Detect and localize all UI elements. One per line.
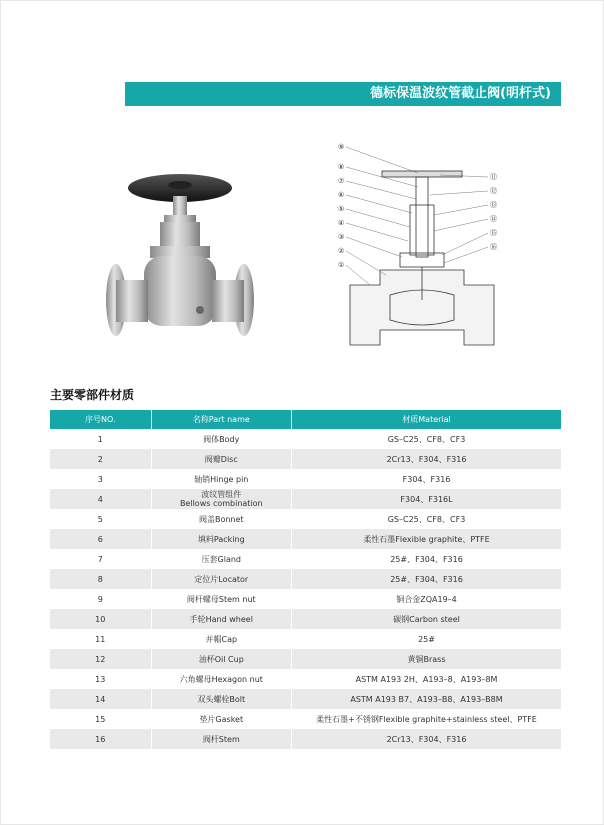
table-row xyxy=(50,529,561,549)
sectional-diagram xyxy=(330,135,510,365)
cell-material: 2Cr13、F304、F316 xyxy=(292,449,561,469)
callout-15: ⑮ xyxy=(490,229,497,237)
callout-4: ④ xyxy=(338,219,345,227)
valve-body xyxy=(144,256,216,326)
callout-9: ⑨ xyxy=(338,143,345,151)
callout-1: ① xyxy=(338,261,345,269)
callout-14: ⑭ xyxy=(490,215,497,223)
col-header-name: 名称Part name xyxy=(151,410,292,429)
cell-no: 6 xyxy=(50,529,151,549)
table-row xyxy=(50,489,561,509)
cell-no: 3 xyxy=(50,469,151,489)
cell-name: 手轮Hand wheel xyxy=(151,609,292,629)
cell-no: 2 xyxy=(50,449,151,469)
page-title: 德标保温波纹管截止阀(明杆式) xyxy=(370,86,551,101)
table-row xyxy=(50,549,561,569)
callout-11: ⑪ xyxy=(490,173,497,181)
table-row xyxy=(50,569,561,589)
callout-16: ⑯ xyxy=(490,243,497,251)
callout-5: ⑤ xyxy=(338,205,345,213)
cell-no: 9 xyxy=(50,589,151,609)
cell-name xyxy=(151,489,292,509)
table-row xyxy=(50,629,561,649)
cell-no: 15 xyxy=(50,709,151,729)
table-row xyxy=(50,709,561,729)
cell-name: 阀盖Bonnet xyxy=(151,509,292,529)
cell-material: ASTM A193 B7、A193–B8、A193–B8M xyxy=(292,689,561,709)
col-header-material: 材质Material xyxy=(292,410,561,429)
cell-no: 8 xyxy=(50,569,151,589)
cell-material: 铜合金ZQA19–4 xyxy=(292,589,561,609)
cell-name: 并帽Cap xyxy=(151,629,292,649)
cell-no: 10 xyxy=(50,609,151,629)
table-row xyxy=(50,509,561,529)
cell-material: 2Cr13、F304、F316 xyxy=(292,729,561,749)
table-row xyxy=(50,649,561,669)
cell-material: 黄铜Brass xyxy=(292,649,561,669)
cell-name: 定位片Locator xyxy=(151,569,292,589)
cell-material: 柔性石墨+不锈钢Flexible graphite+stainless steel、PTFE xyxy=(292,709,561,729)
cell-name: 阀体Body xyxy=(151,429,292,449)
cell-name: 阀杆Stem xyxy=(151,729,292,749)
cell-material: 25# xyxy=(292,629,561,649)
cell-material: 25#、F304、F316 xyxy=(292,549,561,569)
cell-material: GS–C25、CF8、CF3 xyxy=(292,509,561,529)
cell-material: 碳钢Carbon steel xyxy=(292,609,561,629)
table-row xyxy=(50,589,561,609)
section-title: 主要零部件材质 xyxy=(50,388,135,402)
cell-name: 阀瓣Disc xyxy=(151,449,292,469)
callout-3: ③ xyxy=(338,233,345,241)
cell-no: 16 xyxy=(50,729,151,749)
cell-name: 油杯Oil Cup xyxy=(151,649,292,669)
cell-name: 六角螺母Hexagon nut xyxy=(151,669,292,689)
cell-name: 轴销Hinge pin xyxy=(151,469,292,489)
table-row xyxy=(50,429,561,449)
cell-name: 压套Gland xyxy=(151,549,292,569)
cell-no: 14 xyxy=(50,689,151,709)
table-row xyxy=(50,449,561,469)
callout-7: ⑦ xyxy=(338,177,345,185)
cell-name-line2: Bellows combination xyxy=(179,499,263,508)
cell-no: 12 xyxy=(50,649,151,669)
page-title-bar xyxy=(125,82,561,106)
callout-8: ⑧ xyxy=(338,163,345,171)
cell-material: ASTM A193 2H、A193–8、A193–8M xyxy=(292,669,561,689)
materials-table xyxy=(50,410,561,749)
cell-name: 填料Packing xyxy=(151,529,292,549)
callout-12: ⑫ xyxy=(490,187,497,195)
cell-no: 5 xyxy=(50,509,151,529)
table-row xyxy=(50,469,561,489)
table-row xyxy=(50,729,561,749)
table-header-row xyxy=(50,410,561,429)
cell-name: 双头螺栓Bolt xyxy=(151,689,292,709)
cell-name-line1: 波纹管组件 xyxy=(201,490,242,499)
cell-name: 阀杆螺母Stem nut xyxy=(151,589,292,609)
table-row xyxy=(50,689,561,709)
table-row xyxy=(50,669,561,689)
cell-material: 25#、F304、F316 xyxy=(292,569,561,589)
col-header-no: 序号NO. xyxy=(50,410,151,429)
cell-material: 柔性石墨Flexible graphite、PTFE xyxy=(292,529,561,549)
cell-no: 13 xyxy=(50,669,151,689)
callout-2: ② xyxy=(338,247,345,255)
cell-material: F304、F316L xyxy=(292,489,561,509)
cell-material: GS–C25、CF8、CF3 xyxy=(292,429,561,449)
cell-material: F304、F316 xyxy=(292,469,561,489)
cell-no: 1 xyxy=(50,429,151,449)
table-row xyxy=(50,609,561,629)
cell-no: 4 xyxy=(50,489,151,509)
cell-name: 垫片Gasket xyxy=(151,709,292,729)
callout-6: ⑥ xyxy=(338,191,345,199)
cell-no: 7 xyxy=(50,549,151,569)
cell-no: 11 xyxy=(50,629,151,649)
callout-13: ⑬ xyxy=(490,201,497,209)
valve-photo xyxy=(100,160,260,360)
